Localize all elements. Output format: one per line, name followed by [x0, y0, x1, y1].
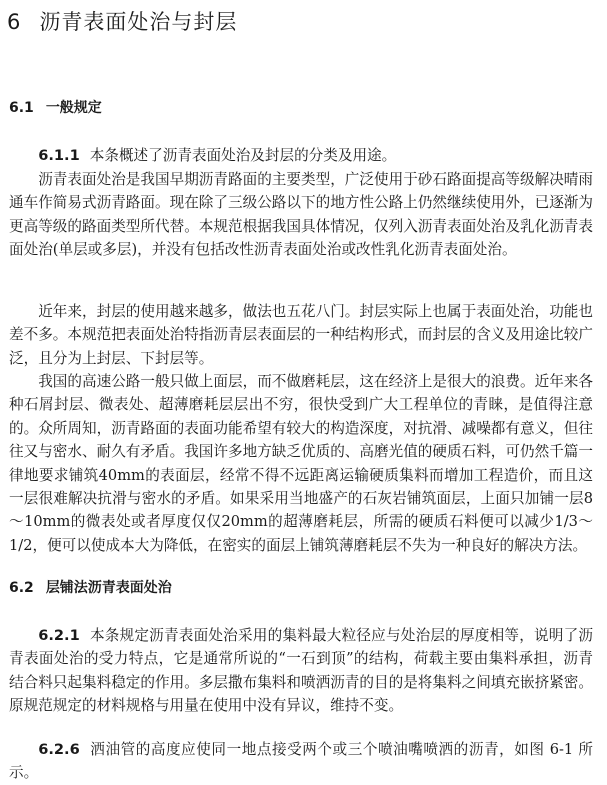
- paragraph-2: 近年来，封层的使用越来越多，做法也五花八门。封层实际上也属于表面处治，功能也差不多。本规范把表面处治特指沥青层表面层的一种结构形式，而封层的含义及用途比较广泛，且分为上封层、下封层等。: [9, 303, 593, 367]
- chapter-heading: [7, 6, 237, 36]
- clause-6-2-1: [9, 624, 593, 718]
- paragraph-3: 我国的高速公路一般只做上面层，而不做磨耗层，这在经济上是很大的浪费。近年来各种石屑封层、微表处、超薄磨耗层层出不穷，很快受到广大工程单位的青睐，是值得注意的。众所周知，沥青路面的表面功能希望有较大的构造深度，对抗滑、减噪都有意义，但往往又与密水、耐久有矛盾。我国许多地方缺乏优质的、高磨光值的硬质石料，可仍然千篇一律地要求铺筑40mm的表面层，经常不得不远距离运输硬质集料而增加工程造价，而且这一层很难解决抗滑与密水的矛盾。如果采用当地盛产的石灰岩铺筑面层，上面只加铺一层8～10mm的微表处或者厚度仅仅20mm的超薄磨耗层，所需的硬质石料便可以减少1/3～1/2，便可以使成本大为降低，在密实的面层上铺筑薄磨耗层不失为一种良好的解决方法。: [9, 373, 593, 554]
- clause-6-1-1: [9, 144, 593, 167]
- paragraph-1: 沥青表面处治是我国早期沥青路面的主要类型，广泛使用于砂石路面提高等级解决晴雨通车作简易式沥青路面。现在除了三级公路以下的地方性公路上仍然继续使用外，已逐渐为更高等级的路面类型所代替。本规范根据我国具体情况，仅列入沥青表面处治及乳化沥青表面处治(单层或多层)，并没有包括改性沥青表面处治或改性乳化沥青表面处治。: [9, 171, 593, 259]
- section-heading-6-2: [9, 577, 172, 597]
- section-title: 一般规定: [45, 100, 102, 116]
- clause-text: 本条概述了沥青表面处治及封层的分类及用途。: [89, 147, 397, 164]
- clause-number: 6.1.1: [38, 147, 80, 164]
- chapter-number: 6: [7, 10, 22, 34]
- clause-6-2-6: [9, 738, 593, 785]
- chapter-title: 沥青表面处治与封层: [39, 10, 238, 34]
- clause-text: 本条规定沥青表面处治采用的集料最大粒径应与处治层的厚度相等，说明了沥青表面处治的受力特点，它是通常所说的“一石到顶”的结构，荷载主要由集料承担，沥青结合料只起集料稳定的作用。多层撒布集料和喷洒沥青的目的是将集料之间填充嵌挤紧密。原规范规定的材料规格与用量在使用中没有异议，维持不变。: [9, 627, 593, 715]
- clause-number: 6.2.6: [38, 741, 80, 758]
- section-title: 层铺法沥青表面处治: [45, 580, 172, 596]
- section-number: 6.1: [9, 100, 34, 116]
- section-number: 6.2: [9, 580, 34, 596]
- clause-text: 洒油管的高度应使同一地点接受两个或三个喷油嘴喷洒的沥青，如图 6-1 所示。: [9, 741, 593, 782]
- clause-number: 6.2.1: [38, 627, 80, 644]
- section-heading-6-1: [9, 97, 102, 117]
